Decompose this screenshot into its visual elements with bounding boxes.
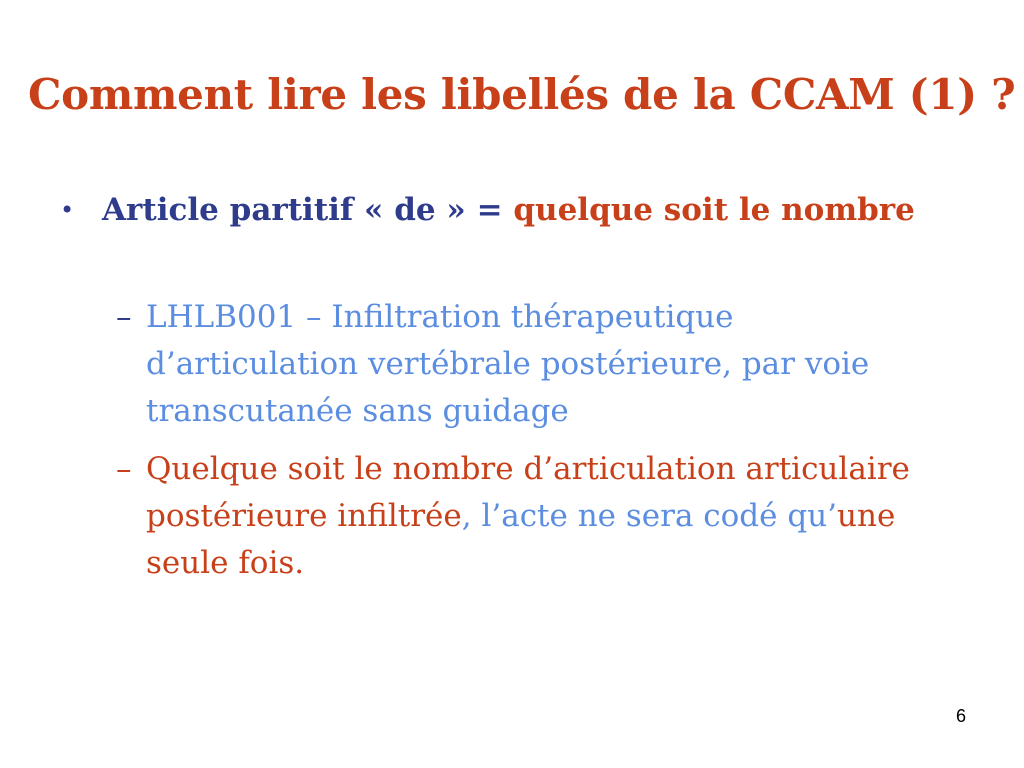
bullet-emphasis: quelque soit le nombre [513,192,915,228]
sub-item-part1: Quelque soit le nombre d’articulation articulaire postérieure infiltrée [146,451,910,534]
bullet-text [102,188,940,232]
bullet-dot-icon: • [60,196,75,224]
sub-item-text: LHLB001 – Infiltration thérapeutique d’articulation vertébrale postérieure, par voie transcutanée sans guidage [146,299,870,429]
sub-item-quelque-soit [116,446,946,587]
sub-item-part2: , l’acte ne sera codé qu’ [461,498,838,534]
sub-item-text [146,446,946,587]
sub-item-part3: une seule fois. [146,498,896,581]
dash-icon: – [116,451,132,487]
page-number: 6 [955,706,966,726]
sub-item-lhlb001 [116,294,946,435]
bullet-item [60,188,940,232]
slide-title: Comment lire les libellés de la CCAM (1) ? [28,70,1016,119]
bullet-lead: Article partitif « de » = [102,192,514,228]
dash-icon: – [116,299,132,335]
